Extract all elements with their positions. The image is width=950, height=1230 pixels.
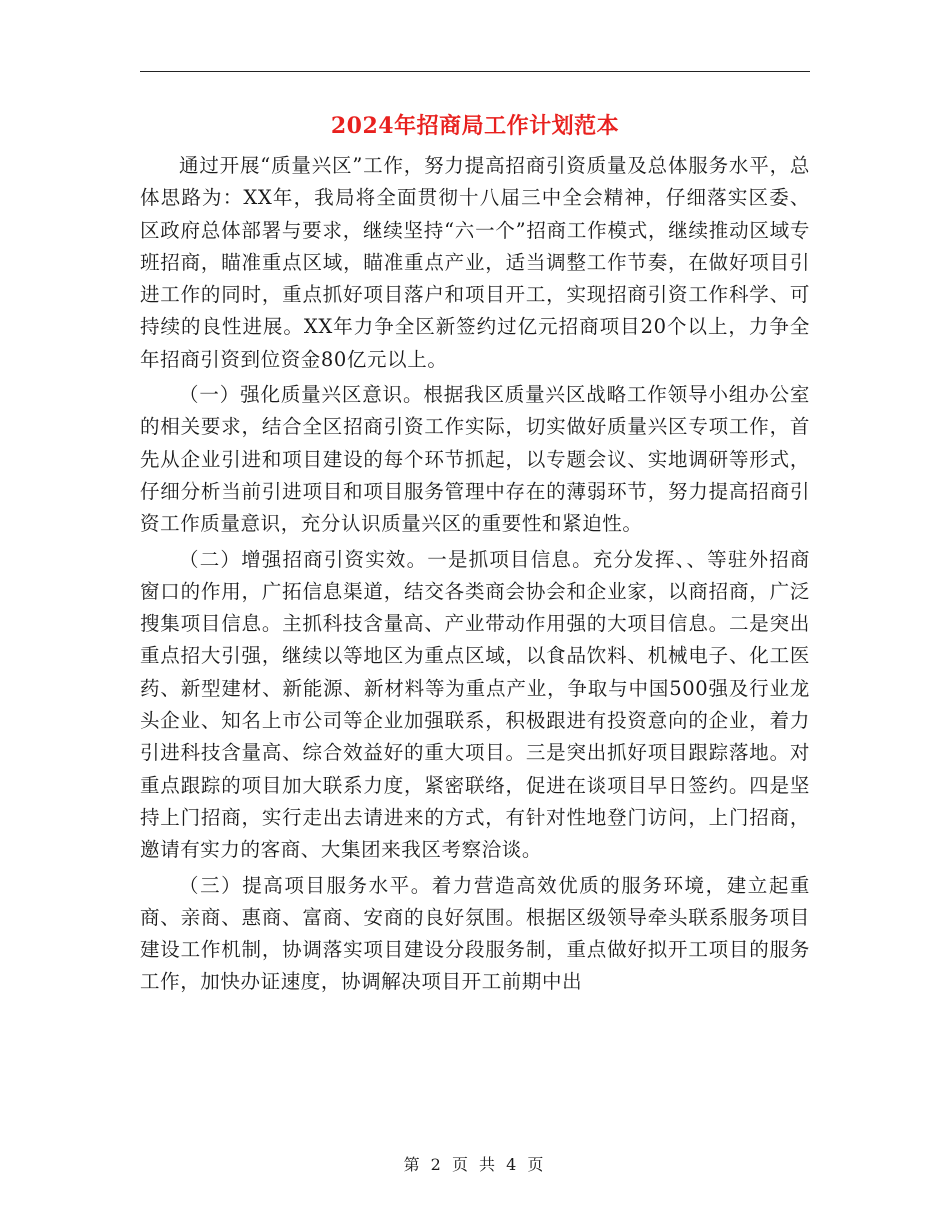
- document-body: [140, 150, 810, 1002]
- header-rule: [140, 71, 810, 72]
- paragraph-intro: 通过开展“质量兴区”工作，努力提高招商引资质量及总体服务水平，总体思路为：XX年，我局将全面贯彻十八届三中全会精神，仔细落实区委、区政府总体部署与要求，继续坚持“六一个”招商工作模式，继续推动区域专班招商，瞄准重点区域，瞄准重点产业，适当调整工作节奏，在做好项目引进工作的同时，重点抓好项目落户和项目开工，实现招商引资工作科学、可持续的良性进展。XX年力争全区新签约过亿元招商项目20个以上，力争全年招商引资到位资金80亿元以上。: [140, 154, 810, 371]
- paragraph-section-1: （一）强化质量兴区意识。根据我区质量兴区战略工作领导小组办公室的相关要求，结合全区招商引资工作实际，切实做好质量兴区专项工作，首先从企业引进和项目建设的每个环节抓起，以专题会议、实地调研等形式，仔细分析当前引进项目和项目服务管理中存在的薄弱环节，努力提高招商引资工作质量意识，充分认识质量兴区的重要性和紧迫性。: [140, 383, 810, 536]
- document-title: 2024年招商局工作计划范本: [330, 113, 620, 139]
- paragraph-section-2: （二）增强招商引资实效。一是抓项目信息。充分发挥、、等驻外招商窗口的作用，广拓信息渠道，结交各类商会协会和企业家，以商招商，广泛搜集项目信息。主抓科技含量高、产业带动作用强的大项目信息。二是突出重点招大引强，继续以等地区为重点区域，以食品饮料、机械电子、化工医药、新型建材、新能源、新材料等为重点产业，争取与中国500强及行业龙头企业、知名上市公司等企业加强联系，积极跟进有投资意向的企业，着力引进科技含量高、综合效益好的重大项目。三是突出抓好项目跟踪落地。对重点跟踪的项目加大联系力度，紧密联络，促进在谈项目早日签约。四是坚持上门招商，实行走出去请进来的方式，有针对性地登门访问，上门招商，邀请有实力的客商、大集团来我区考察洽谈。: [140, 547, 810, 862]
- paragraph-section-3: （三）提高项目服务水平。着力营造高效优质的服务环境，建立起重商、亲商、惠商、富商、安商的良好氛围。根据区级领导牵头联系服务项目建设工作机制，协调落实项目建设分段服务制，重点做好拟开工项目的服务工作，加快办证速度，协调解决项目开工前期中出: [140, 873, 810, 994]
- page-number-footer: 第 2 页 共 4 页: [403, 1155, 547, 1174]
